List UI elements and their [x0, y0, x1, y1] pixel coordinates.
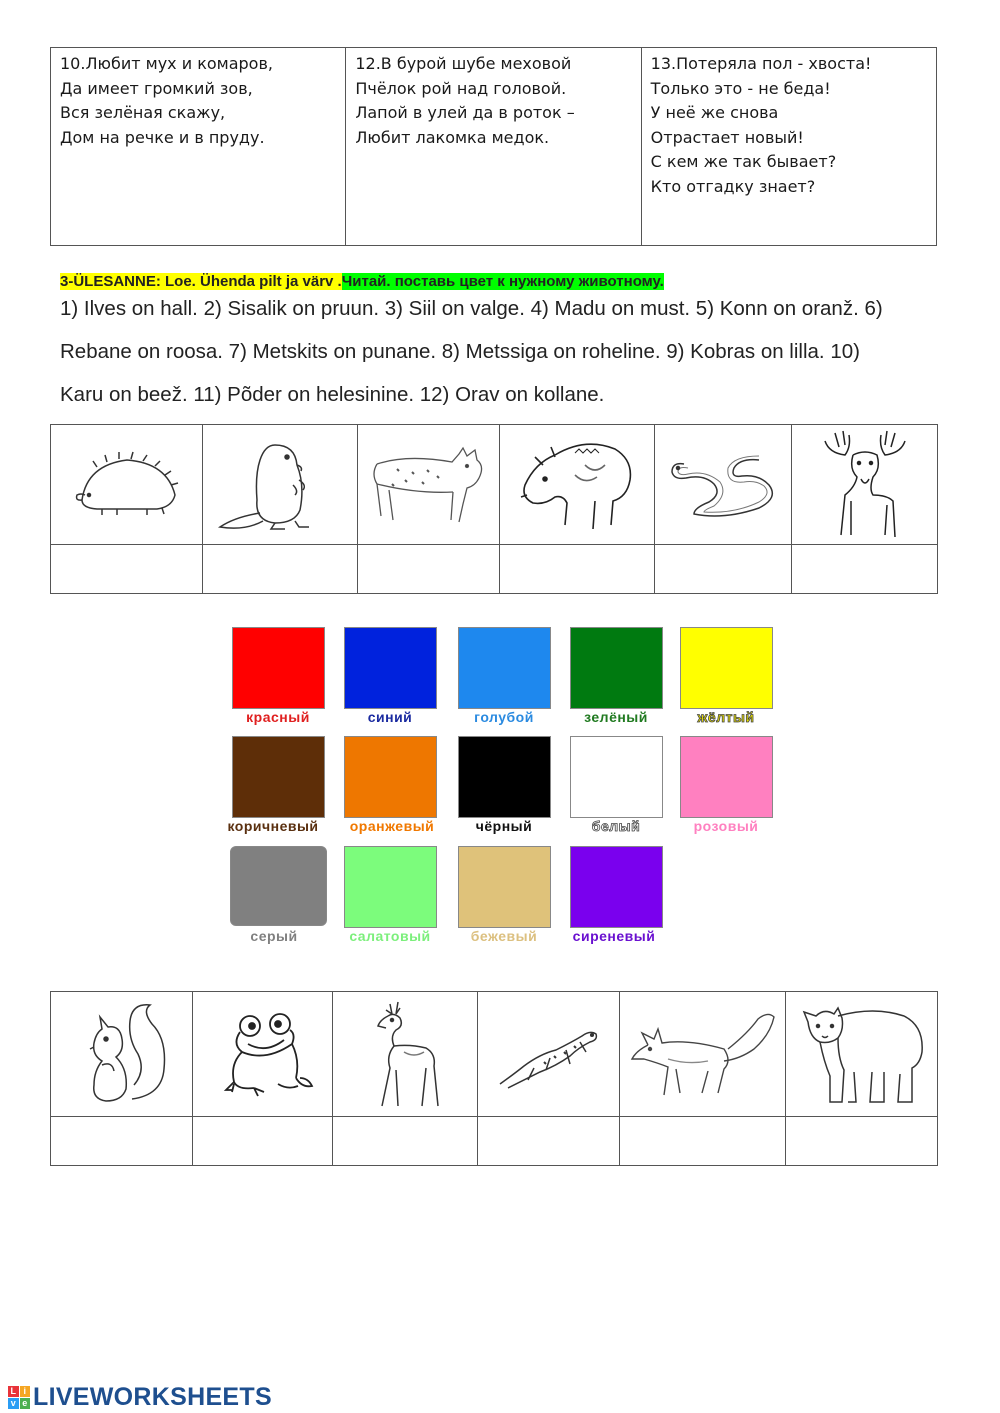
riddle-line: Любит лакомка медок. [355, 127, 550, 147]
color-label: жёлтый [697, 709, 755, 725]
task-heading-et: 3-ÜLESANNE: Loe. Ühenda pilt ja värv . [60, 273, 342, 290]
answer-cell[interactable] [333, 1117, 478, 1166]
color-label: бежевый [470, 928, 538, 944]
swatch-blue [344, 627, 437, 709]
answer-cell[interactable] [51, 545, 203, 594]
swatch-green [570, 627, 663, 709]
beaver-icon [215, 435, 345, 535]
lynx-icon [367, 444, 491, 526]
color-label: красный [246, 709, 310, 725]
color-label: сиреневый [572, 928, 656, 944]
color-label: белый [591, 818, 641, 834]
squirrel-icon [72, 999, 172, 1109]
animal-cell [792, 425, 938, 545]
answer-cell[interactable] [500, 545, 655, 594]
answer-cell[interactable] [478, 1117, 620, 1166]
lizard-icon [494, 1014, 604, 1094]
color-label: оранжевый [349, 818, 435, 834]
color-label: салатовый [349, 928, 431, 944]
roe-deer-icon [360, 996, 450, 1112]
task-heading [60, 272, 664, 291]
riddle-line: 12.В бурой шубе меховой [355, 54, 572, 73]
bear-icon [794, 1002, 930, 1106]
animal-cell [786, 992, 938, 1117]
animal-cell [333, 992, 478, 1117]
color-label: коричневый [227, 818, 319, 834]
riddle-line: 10.Любит мух и комаров, [60, 54, 273, 73]
riddle-line: Лапой в улей да в роток – [355, 103, 575, 122]
swatch-beige [458, 846, 551, 928]
swatch-light-blue [458, 627, 551, 709]
answer-cell[interactable] [792, 545, 938, 594]
snake-icon [664, 450, 782, 520]
riddle-line: Да имеет громкий зов, [60, 78, 253, 98]
task-line-1: 1) Ilves on hall. 2) Sisalik on pruun. 3) Siil on valge. 4) Madu on must. 5) Konn on oranž. 6) [60, 297, 883, 320]
swatch-brown [232, 736, 325, 818]
swatch-pink [680, 736, 773, 818]
riddle-cell-13 [641, 48, 936, 246]
moose-icon [815, 429, 915, 541]
animal-cell [358, 425, 500, 545]
task-line-2: Rebane on roosa. 7) Metskits on punane. 8) Metssiga on roheline. 9) Kobras on lilla. 10) [60, 340, 860, 363]
swatch-red [232, 627, 325, 709]
wild-boar-icon [515, 435, 639, 535]
frog-icon [208, 1004, 318, 1104]
answer-cell[interactable] [655, 545, 792, 594]
animals-table-2 [50, 991, 938, 1166]
answer-cell[interactable] [193, 1117, 333, 1166]
animals-table-1 [50, 424, 938, 594]
answer-cell[interactable] [51, 1117, 193, 1166]
animal-cell [655, 425, 792, 545]
riddle-line: Кто отгадку знает? [650, 176, 816, 196]
color-label: синий [367, 709, 413, 725]
riddle-line: Вся зелёная скажу, [60, 103, 226, 122]
task-heading-ru: Читай. поставь цвет к нужному животному. [341, 273, 664, 290]
color-label: зелёный [584, 709, 648, 725]
color-label: чёрный [475, 818, 533, 834]
hedgehog-icon [67, 445, 187, 525]
answer-cell[interactable] [620, 1117, 786, 1166]
riddle-line: 13.Потеряла пол - хвоста! [650, 54, 872, 73]
answer-cell[interactable] [203, 545, 358, 594]
riddle-line: Отрастает новый! [650, 127, 804, 147]
task-line-3: Karu on beež. 11) Põder on helesinine. 12) Orav on kollane. [60, 383, 605, 406]
swatch-lilac [570, 846, 663, 928]
logo-text: LIVEWORKSHEETS [33, 1382, 272, 1411]
answer-cell[interactable] [358, 545, 500, 594]
animal-cell [203, 425, 358, 545]
riddle-line: У неё же снова [650, 103, 779, 122]
riddle-cell-12 [346, 48, 641, 246]
animal-cell [51, 992, 193, 1117]
riddle-line: Дом на речке и в пруду. [60, 127, 265, 147]
swatch-black [458, 736, 551, 818]
riddle-line: Пчёлок рой над головой. [355, 78, 567, 98]
animal-cell [193, 992, 333, 1117]
color-label: голубой [474, 709, 534, 725]
riddle-cell-10 [51, 48, 346, 246]
animal-cell [620, 992, 786, 1117]
animal-cell [478, 992, 620, 1117]
swatch-yellow [680, 627, 773, 709]
color-label: розовый [693, 818, 759, 834]
riddles-table [50, 47, 937, 246]
swatch-orange [344, 736, 437, 818]
color-label: серый [250, 928, 298, 944]
swatch-lime [344, 846, 437, 928]
fox-icon [628, 1009, 778, 1099]
swatch-gray [230, 846, 327, 926]
riddle-line: С кем же так бывает? [650, 152, 837, 171]
animal-cell [500, 425, 655, 545]
liveworksheets-logo[interactable] [8, 1382, 272, 1412]
logo-mark-icon: L i v e [8, 1386, 30, 1408]
animal-cell [51, 425, 203, 545]
riddle-line: Только это - не беда! [650, 78, 831, 98]
answer-cell[interactable] [786, 1117, 938, 1166]
swatch-white [570, 736, 663, 818]
